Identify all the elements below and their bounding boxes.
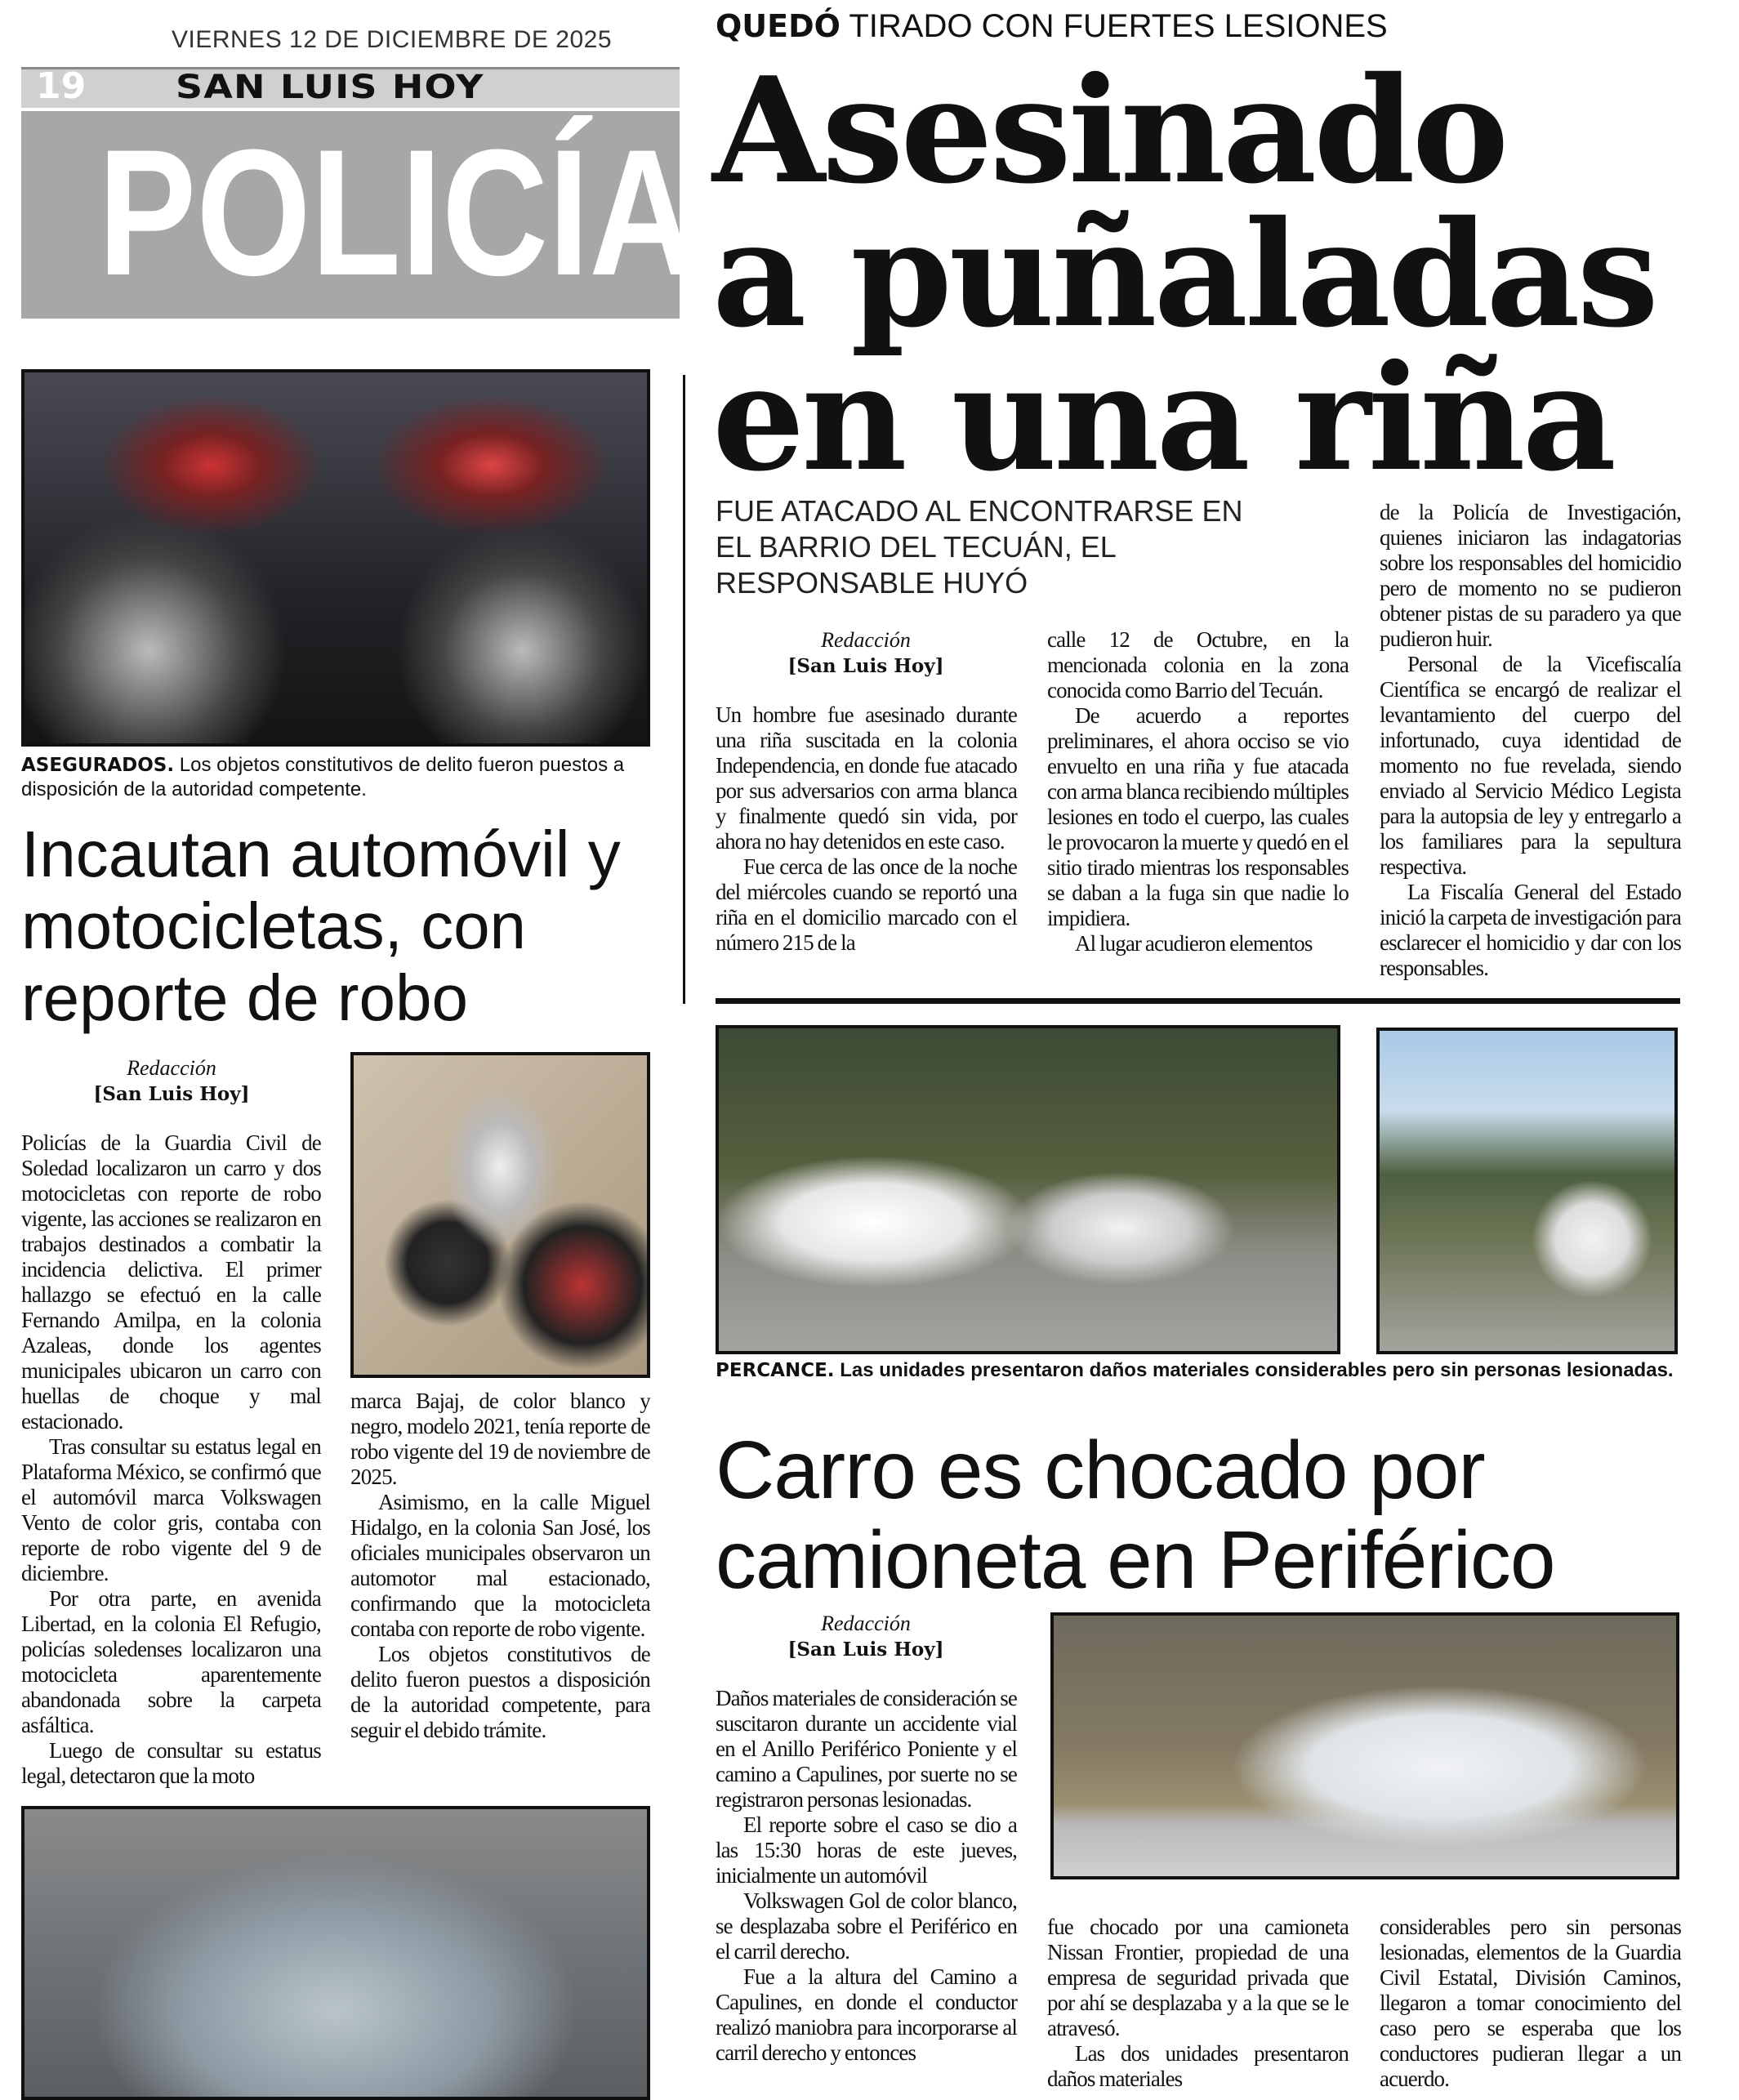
paragraph: marca Bajaj, de color blanco y negro, modelo 2021, tenía reporte de robo vigente del 19 de noviembre de 2025. [350,1389,650,1489]
byline-author: Redacción [821,628,911,652]
paragraph: calle 12 de Octubre, en la mencionada colonia en la zona conocida como Barrio del Tecuán. [1047,627,1349,702]
paragraph: Un hombre fue asesinado durante una riña suscitada en la colonia Independencia, en donde fue atacado por sus adversarios con arma blanca y finalmente quedó sin vida, por ahora no hay detenidos en este caso. [716,702,1017,854]
kicker-bold: QUEDÓ [716,8,841,44]
paragraph: Fue a la altura del Camino a Capulines, en donde el conductor realizó maniobra para incorporarse al carril derecho y entonces [716,1964,1017,2065]
paragraph: Los objetos constitutivos de delito fueron puestos a disposición de la autoridad competente, para seguir el debido trámite. [350,1642,650,1742]
column-divider [683,375,685,1004]
photo-caption [21,753,667,802]
paragraph: El reporte sobre el caso se dio a las 15:30 horas de este jueves, inicialmente un automóvil [716,1812,1017,1888]
paragraph: Asimismo, en la calle Miguel Hidalgo, en la colonia San José, los oficiales municipales observaron un automotor mal estacionado, confirmando que la motocicleta contaba con reporte de robo vigente. [350,1490,650,1641]
byline [735,627,997,680]
paragraph: Las dos unidades presentaron daños materiales [1047,2041,1349,2091]
paragraph: de la Policía de Investigación, quienes iniciaron las indagatorias sobre los responsables del homicidio pero de momento no se pudieron obtener pistas de su paradero ya que pudieron huir. [1380,500,1681,651]
caption-text: Los objetos constitutivos de delito fueron puestos a disposición de la autoridad competente. [21,754,625,800]
byline-author: Redacción [127,1056,216,1080]
white-car-photo [1050,1612,1679,1879]
article-column [716,1686,1017,2066]
article-column [1380,500,1681,981]
headline: Incautan automóvil y motocicletas, con reporte de robo [21,818,621,1034]
byline-outlet: [San Luis Hoy] [787,1639,944,1661]
byline-author: Redacción [821,1612,911,1635]
section-rule [716,998,1680,1004]
byline [735,1611,997,1663]
headline: Carro es chocado por camioneta en Periférico [716,1425,1555,1606]
article-column [1380,1915,1681,2092]
byline-outlet: [San Luis Hoy] [93,1083,250,1105]
photo-caption [716,1358,1680,1383]
byline-outlet: [San Luis Hoy] [787,655,944,677]
article-column [350,1389,650,1743]
headline-line: Asesinado [712,45,1506,216]
paragraph: considerables pero sin personas lesionadas, elementos de la Guardia Civil Estatal, División Caminos, llegaron a tomar conocimiento del caso pero se esperaba que los conductores pudieran llegar a un acuerdo. [1380,1915,1681,2091]
paragraph: Volkswagen Gol de color blanco, se desplazaba sobre el Periférico en el carril derecho. [716,1888,1017,1964]
article-column [1047,627,1349,956]
article-column [1047,1915,1349,2092]
paragraph: Por otra parte, en avenida Libertad, en la colonia El Refugio, policías soledenses localizaron una motocicleta aparentemente abandonada sobre la carpeta asfáltica. [21,1586,321,1737]
article-column [716,702,1017,956]
paragraph: fue chocado por una camioneta Nissan Frontier, propiedad de una empresa de seguridad privada que por ahí se desplazaba y a la que se le atravesó. [1047,1915,1349,2040]
issue-date: VIERNES 12 DE DICIEMBRE DE 2025 [172,26,613,53]
section-title: POLICÍA [98,112,696,313]
damaged-car-photo [21,1806,650,2100]
paragraph: Tras consultar su estatus legal en Plataforma México, se confirmó que el automóvil marca Volkswagen Vento de color gris, contaba con reporte de robo vigente del 9 de diciembre. [21,1434,321,1585]
paragraph: Policías de la Guardia Civil de Soledad localizaron un carro y dos motocicletas con reporte de robo vigente, las acciones se realizaron en trabajos destinados a combatir la incidencia delictiva. El primer hallazgo se efectuó en la calle Fernando Amilpa, en la colonia Azaleas, donde los agentes municipales ubicaron un carro con huellas de choque y mal estacionado. [21,1130,321,1433]
motorcycle-night-photo [21,369,650,747]
subheadline: FUE ATACADO AL ENCONTRARSE EN EL BARRIO DEL TECUÁN, EL RESPONSABLE HUYÓ [716,494,1243,600]
headline-line: en una riña [712,332,1613,503]
paragraph: La Fiscalía General del Estado inició la carpeta de investigación para esclarecer el homicidio y dar con los responsables. [1380,880,1681,980]
crash-scene-photo [716,1025,1340,1354]
paragraph: Al lugar acudieron elementos [1075,931,1313,956]
paragraph: Luego de consultar su estatus legal, detectaron que la moto [21,1738,321,1788]
headline-line: a puñaladas [712,189,1656,359]
newspaper-name: SAN LUIS HOY [176,69,484,106]
kicker [716,8,1388,45]
main-headline [712,45,1733,503]
paragraph: Fue cerca de las once de la noche del miércoles cuando se reportó una riña en el domicilio marcado con el número 215 de la [716,854,1017,955]
caption-text: Las unidades presentaron daños materiales considerables pero sin personas lesionadas. [834,1359,1674,1381]
officer-scene-photo [1376,1028,1678,1354]
motorcycle-photo [350,1052,650,1378]
paragraph: Daños materiales de consideración se suscitaron durante un accidente vial en el Anillo Periférico Poniente y el camino a Capulines, por suerte no se registraron personas lesionadas. [716,1686,1017,1812]
kicker-text: TIRADO CON FUERTES LESIONES [840,8,1388,44]
paragraph: De acuerdo a reportes preliminares, el ahora occiso se vio envuelto en una riña y fue atacada con arma blanca recibiendo múltiples lesiones en todo el cuerpo, las cuales le provocaron la muerte y quedó en el sitio tirado mientras los responsables se daban a la fuga sin que nadie lo impidiera. [1047,703,1349,930]
article-column [21,1130,321,1789]
caption-lead: PERCANCE. [716,1360,835,1381]
page-number: 19 [36,65,87,107]
paragraph: Personal de la Vicefiscalía Científica se encargó de realizar el levantamiento del cuerpo del infortunado, cuya identidad de momento no fue revelada, siendo enviado al Servicio Médico Legista para la autopsia de ley y entregarlo a los familiares para la sepultura respectiva. [1380,652,1681,879]
caption-lead: ASEGURADOS. [21,755,175,776]
byline [49,1055,294,1108]
